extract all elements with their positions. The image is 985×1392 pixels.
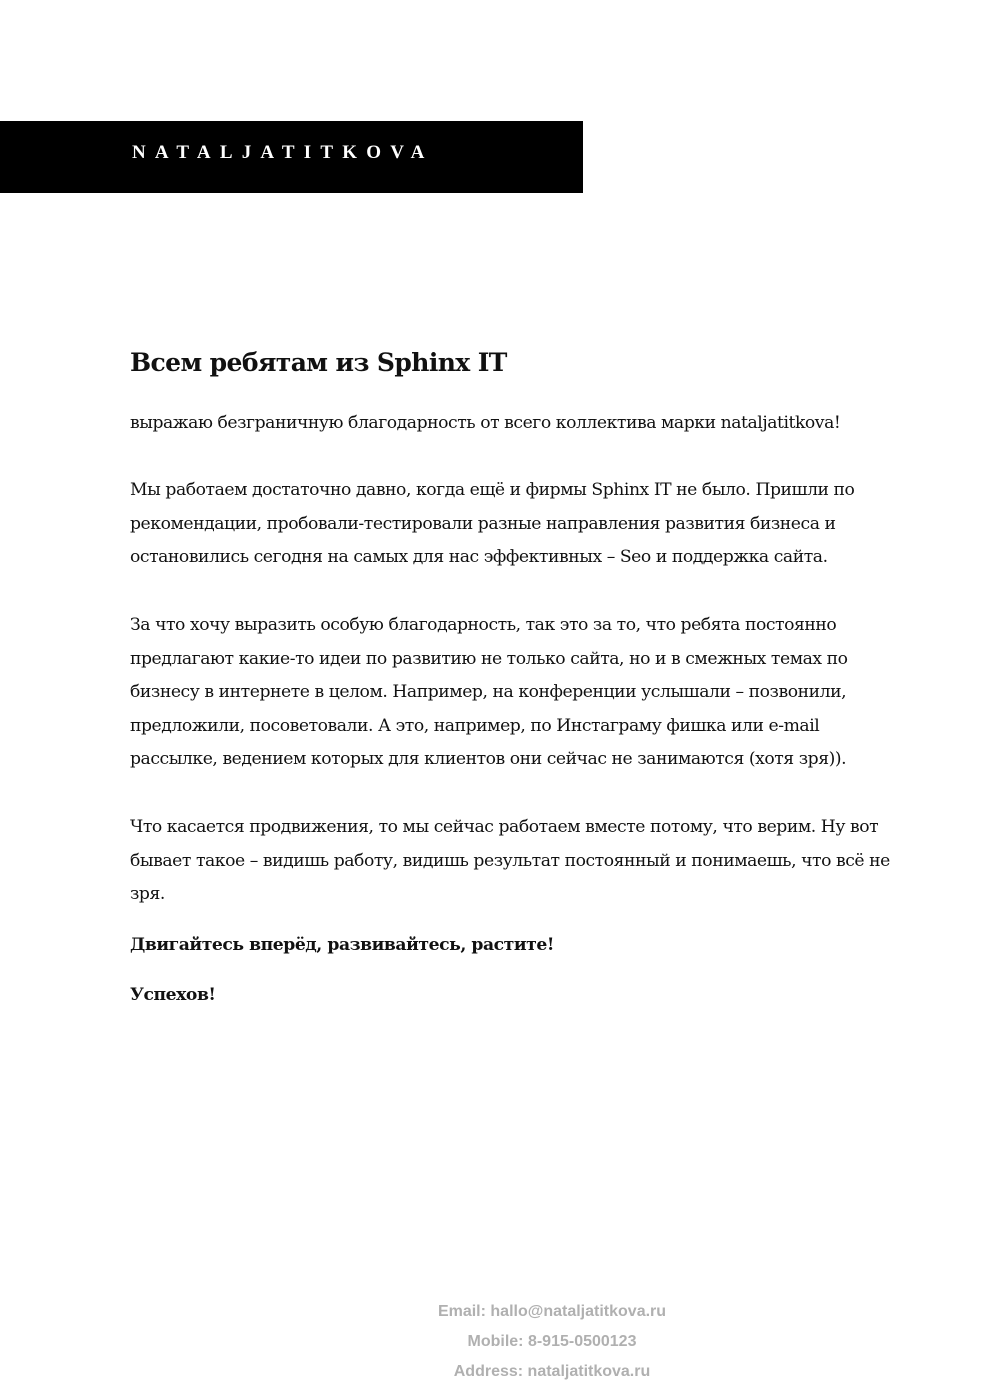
paragraph-3: [130, 811, 890, 912]
letter-body: [130, 343, 960, 1005]
closing-wish: Двигайтесь вперёд, развивайтесь, растите!: [130, 935, 554, 955]
paragraph-2: [130, 609, 848, 777]
paragraph-line: бывает такое – видишь работу, видишь результат постоянный и понимаешь, что всё не: [130, 850, 890, 871]
paragraph-line: рекомендации, пробовали-тестировали разные направления развития бизнеса и: [130, 513, 836, 534]
paragraph-1: [130, 474, 854, 575]
paragraph-line: предлагают какие-то идеи по развитию не только сайта, но и в смежных темах по: [130, 648, 848, 669]
paragraph-line: Мы работаем достаточно давно, когда ещё и фирмы Sphinx IT не было. Пришли по: [130, 480, 855, 500]
paragraph-line: За что хочу выразить особую благодарность, так это за то, что ребята постоянно: [130, 615, 837, 635]
footer-email: Email: hallo@nataljatitkova.ru: [437, 1303, 667, 1320]
footer-address: Address: nataljatitkova.ru: [453, 1363, 651, 1380]
footer-mobile: Mobile: 8-915-0500123: [467, 1333, 637, 1350]
paragraph-line: зря.: [130, 884, 165, 905]
brand-name: NATALJATITKOVA: [132, 142, 434, 163]
paragraph-line: бизнесу в интернете в целом. Например, на конференции услышали – позвонили,: [130, 682, 847, 703]
paragraph-line: Что касается продвижения, то мы сейчас работаем вместе потому, что верим. Ну вот: [130, 817, 879, 837]
letter-title: Всем ребятам из Sphinx IT: [130, 348, 507, 377]
letter-intro: выражаю безграничную благодарность от всего коллектива марки nataljatitkova!: [130, 413, 841, 433]
closing-success: Успехов!: [130, 985, 216, 1005]
paragraph-line: предложили, посоветовали. А это, например, по Инстаграму фишка или e-mail: [130, 715, 820, 736]
paragraph-line: остановились сегодня на самых для нас эффективных – Seo и поддержка сайта.: [130, 547, 828, 568]
paragraph-line: рассылке, ведением которых для клиентов они сейчас не занимаются (хотя зря)).: [130, 749, 847, 770]
